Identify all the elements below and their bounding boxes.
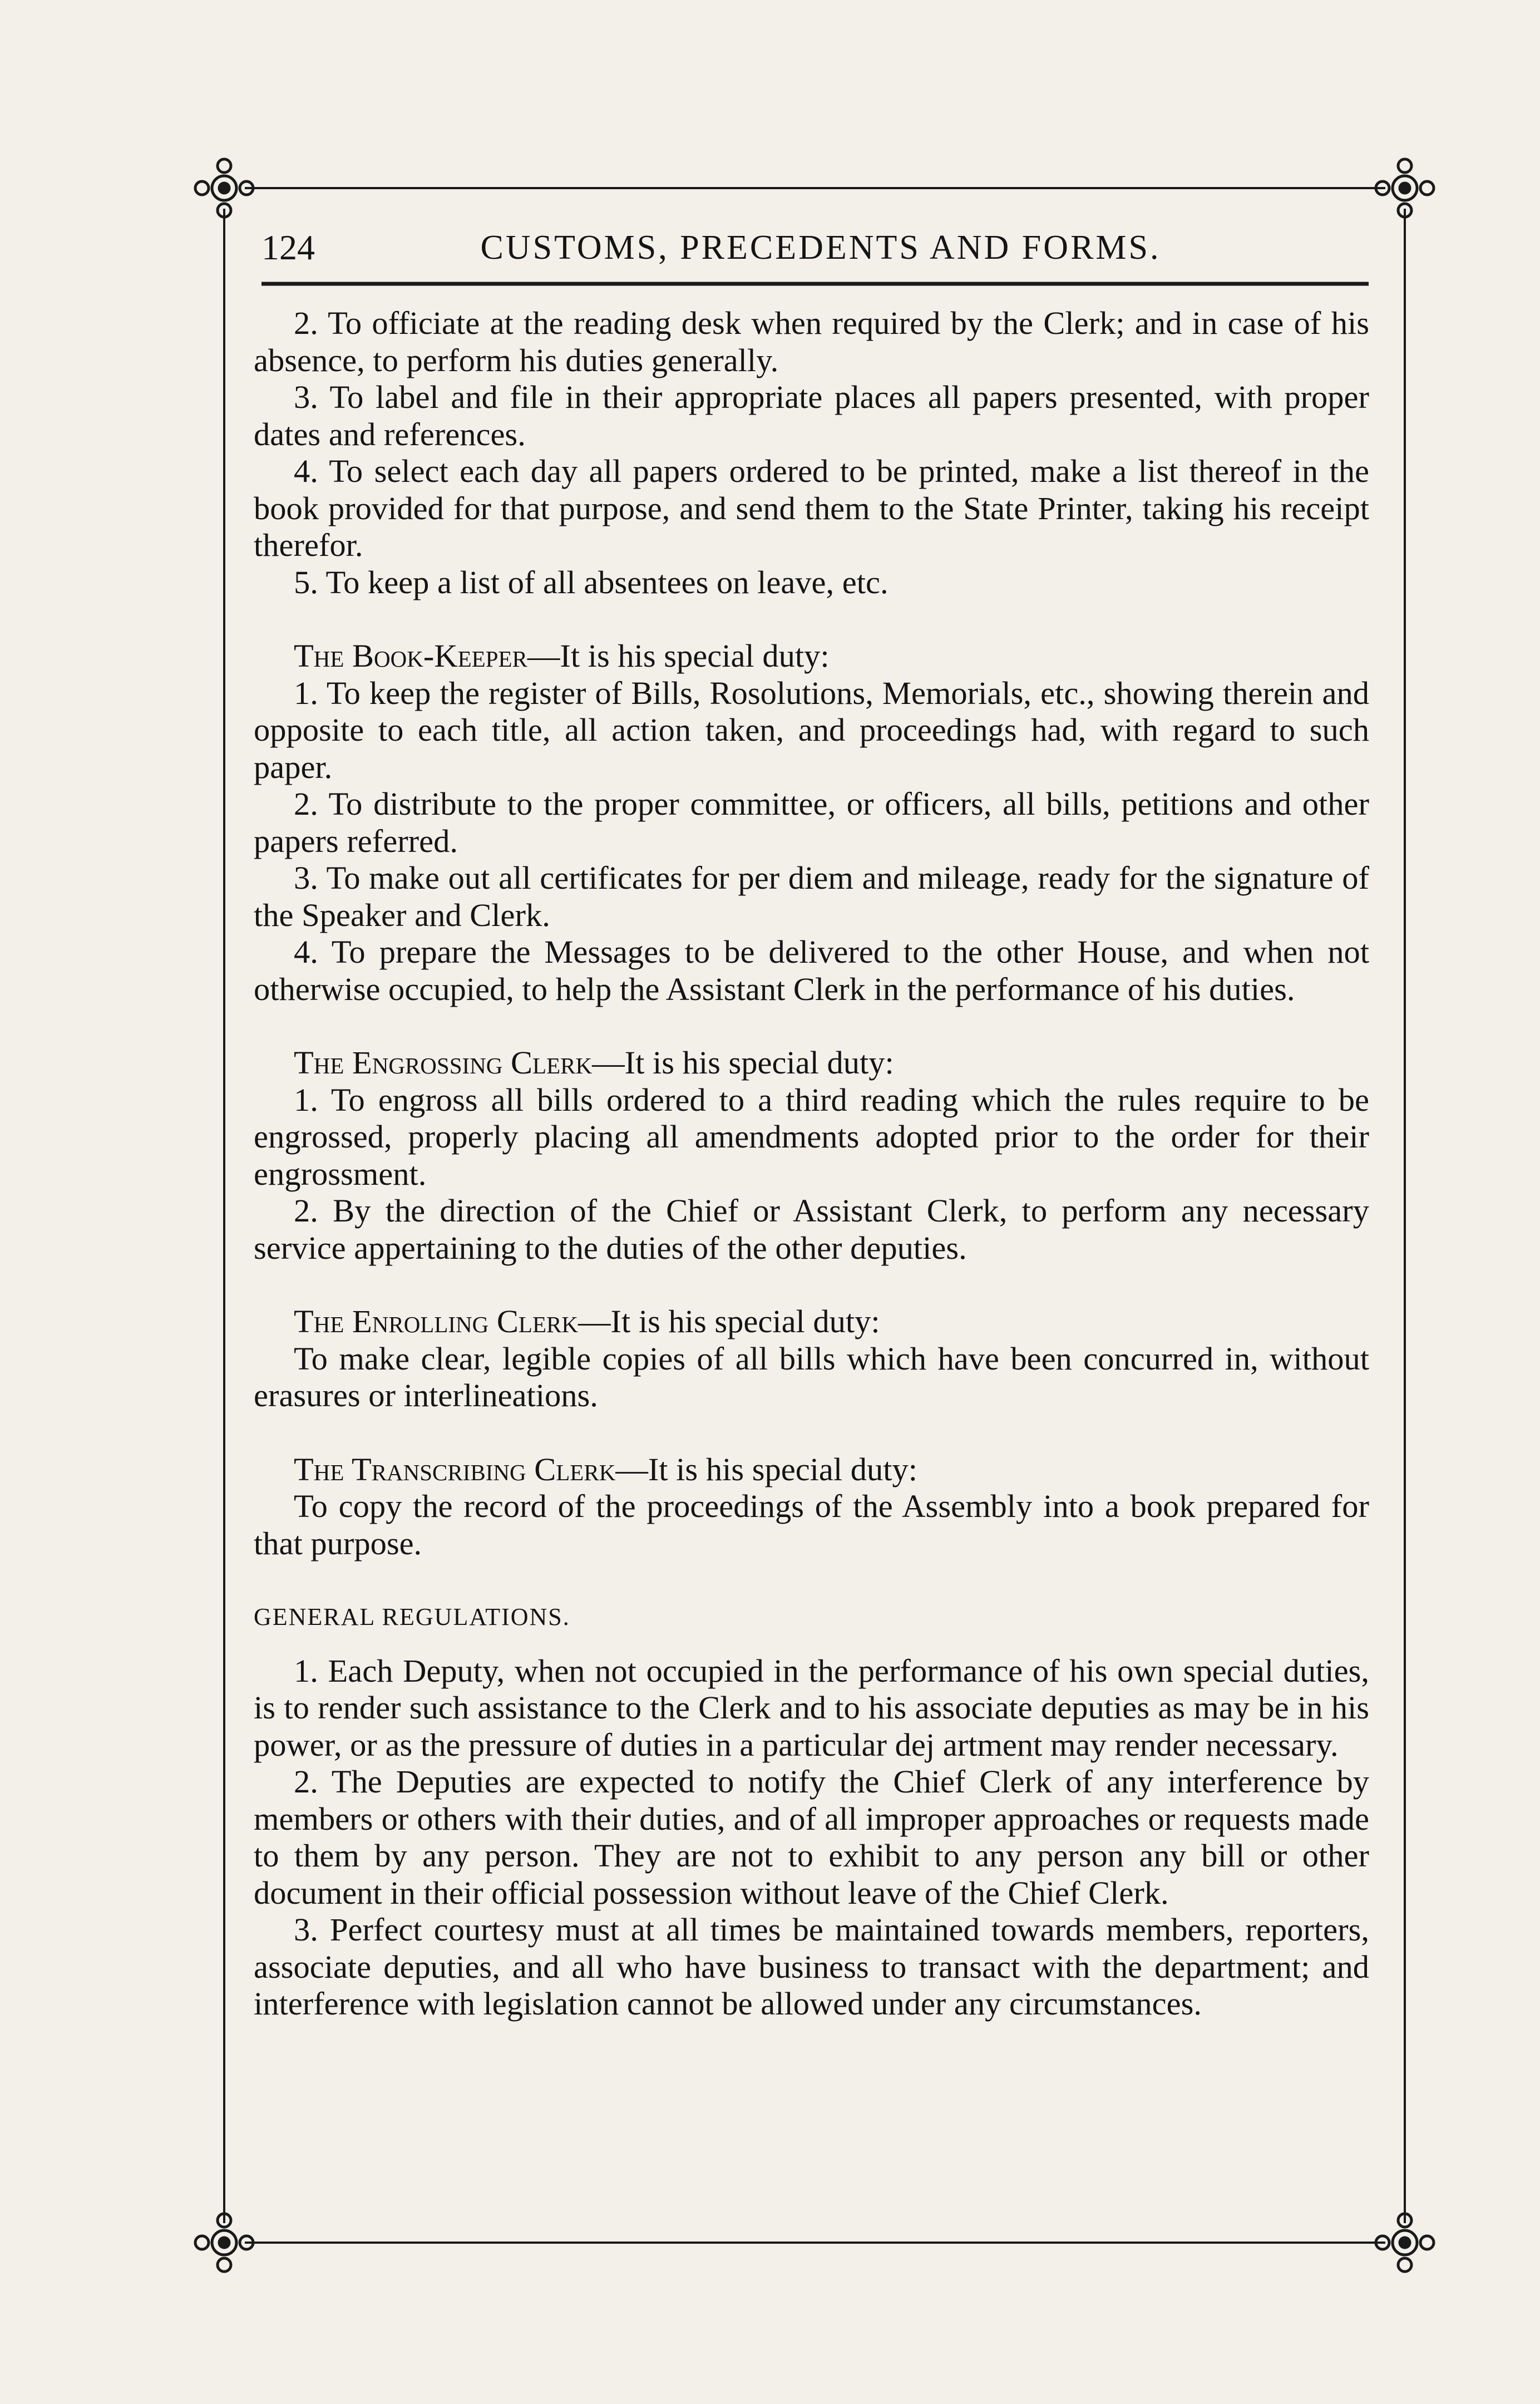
page-number: 124 <box>261 228 315 267</box>
regulation-item: 1. Each Deputy, when not occupied in the performance of his own special duties, is to render such assistance to the Clerk and to his associate deputies as may be in his power, or as the pressure of duties in a particular dej artment may render necessary. <box>254 1652 1369 1763</box>
duty-item: 4. To select each day all papers ordered to be printed, make a list thereof in the book provided for that purpose, and send them to the State Printer, taking his receipt therefor. <box>254 453 1369 563</box>
section-lead <box>254 1303 1369 1341</box>
section-title: The Enrolling Clerk <box>294 1303 578 1339</box>
duty-item: 5. To keep a list of all absentees on leave, etc. <box>294 564 889 600</box>
duty-item: 3. To label and file in their appropriate places all papers presented, with proper dates and references. <box>254 379 1369 452</box>
book-keeper-section <box>254 638 1369 1008</box>
transcribing-clerk-section <box>254 1451 1369 1563</box>
section-intro: —It is his special duty: <box>527 638 830 674</box>
section-title: The Book-Keeper <box>294 638 527 674</box>
duty-item: 3. To make out all certificates for per diem and mileage, ready for the signature of the Speaker and Clerk. <box>254 860 1369 933</box>
section-lead <box>254 1045 1369 1082</box>
duty-item: To copy the record of the proceedings of the Assembly into a book prepared for that purpose. <box>254 1488 1369 1561</box>
regulation-item: 2. The Deputies are expected to notify the Chief Clerk of any interference by members or others with their duties, and of all improper approaches or requests made to them by any person. They are not to exhibit to any person any bill or other document in their official possession without leave of the Chief Clerk. <box>254 1763 1369 1911</box>
section-heading: GENERAL REGULATIONS. <box>254 1603 570 1630</box>
duty-item: 2. To officiate at the reading desk when required by the Clerk; and in case of his absence, to perform his duties generally. <box>254 305 1369 378</box>
page-header <box>261 220 1380 275</box>
engrossing-clerk-section <box>254 1045 1369 1267</box>
general-regulations-section <box>254 1599 1369 2023</box>
intro-duties <box>254 305 1369 601</box>
duty-item: 2. By the direction of the Chief or Assistant Clerk, to perform any necessary service appertaining to the duties of the other deputies. <box>254 1193 1369 1266</box>
duty-item: 1. To keep the register of Bills, Rosolutions, Memorials, etc., showing therein and opposite to each title, all action taken, and proceedings had, with regard to such paper. <box>254 674 1369 785</box>
section-lead <box>254 638 1369 675</box>
section-title: The Engrossing Clerk <box>294 1045 593 1081</box>
page-body <box>254 305 1369 2023</box>
section-intro: —It is his special duty: <box>578 1303 880 1339</box>
section-intro: —It is his special duty: <box>592 1045 894 1081</box>
running-title: CUSTOMS, PRECEDENTS AND FORMS. <box>480 229 1161 267</box>
duty-item: 4. To prepare the Messages to be delivered to the other House, and when not otherwise occupied, to help the Assistant Clerk in the performance of his duties. <box>254 934 1369 1007</box>
duty-item: 1. To engross all bills ordered to a third reading which the rules require to be engrossed, properly placing all amendments adopted prior to the order for their engrossment. <box>254 1081 1369 1192</box>
section-title: The Transcribing Clerk <box>294 1451 616 1487</box>
section-intro: —It is his special duty: <box>615 1451 918 1487</box>
enrolling-clerk-section <box>254 1303 1369 1415</box>
duty-item: To make clear, legible copies of all bills which have been concurred in, without erasures or interlineations. <box>254 1340 1369 1413</box>
corner-ornament-top-left <box>195 159 253 217</box>
regulation-item: 3. Perfect courtesy must at all times be maintained towards members, reporters, associate deputies, and all who have business to transact with the department; and interference with legislation cannot be allowed under any circumstances. <box>254 1912 1369 2022</box>
duty-item: 2. To distribute to the proper committee, or officers, all bills, petitions and other papers referred. <box>254 786 1369 859</box>
section-lead <box>254 1451 1369 1489</box>
